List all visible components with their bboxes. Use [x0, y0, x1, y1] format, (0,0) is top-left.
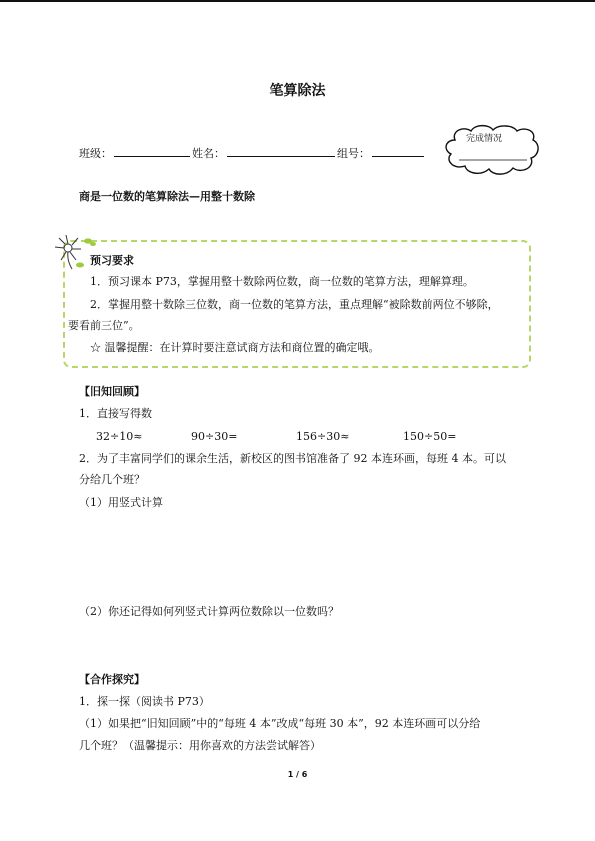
name-label: 姓名：	[192, 147, 225, 160]
review-question-2-line-1: 2．为了丰富同学们的课余生活，新校区的图书馆准备了 92 本连环画，每班 4 本。可以	[79, 452, 506, 465]
review-question-2b: （2）你还记得如何列竖式计算两位数除以一位数吗？	[79, 605, 339, 618]
explore-heading: 【合作探究】	[79, 673, 145, 686]
review-question-1: 1．直接写得数	[79, 407, 152, 420]
calc-item: 90÷30=	[191, 430, 238, 443]
student-info-line	[79, 145, 426, 161]
review-question-2-line-2: 分给几个班？	[79, 473, 145, 486]
completion-badge-label: 完成情况	[466, 134, 503, 144]
class-blank[interactable]	[114, 145, 190, 157]
section-subtitle: 商是一位数的笔算除法—用整十数除	[79, 190, 255, 203]
name-blank[interactable]	[227, 145, 335, 157]
preview-item-2-line-1: 2．掌握用整十数除三位数，商一位数的笔算方法，重点理解“被除数前两位不够除，	[90, 298, 499, 311]
page-number: 1 / 6	[287, 770, 308, 779]
review-question-2a: （1）用竖式计算	[79, 496, 163, 509]
calc-item: 150÷50=	[403, 430, 457, 443]
calc-item: 32÷10≈	[96, 430, 143, 443]
explore-question-1a-line-1: （1）如果把“旧知回顾”中的“每班 4 本”改成“每班 30 本”，92 本连环画可以分给	[79, 717, 481, 730]
group-blank[interactable]	[372, 145, 424, 157]
class-label: 班级：	[79, 147, 112, 160]
calc-item: 156÷30≈	[296, 430, 350, 443]
top-rule	[0, 0, 595, 2]
group-label: 组号：	[337, 147, 370, 160]
page-title: 笔算除法	[269, 83, 326, 99]
preview-tip: ☆ 温馨提醒：在计算时要注意试商方法和商位置的确定哦。	[90, 341, 380, 354]
preview-item-1: 1．预习课本 P73，掌握用整十数除两位数，商一位数的笔算方法，理解算理。	[90, 275, 474, 288]
explore-question-1: 1．探一探（阅读书 P73）	[79, 695, 210, 708]
preview-heading: 预习要求	[90, 254, 134, 267]
review-heading: 【旧知回顾】	[79, 385, 145, 398]
preview-item-2-line-2: 要看前三位”。	[68, 319, 140, 332]
explore-question-1a-line-2: 几个班？（温馨提示：用你喜欢的方法尝试解答）	[79, 739, 321, 752]
